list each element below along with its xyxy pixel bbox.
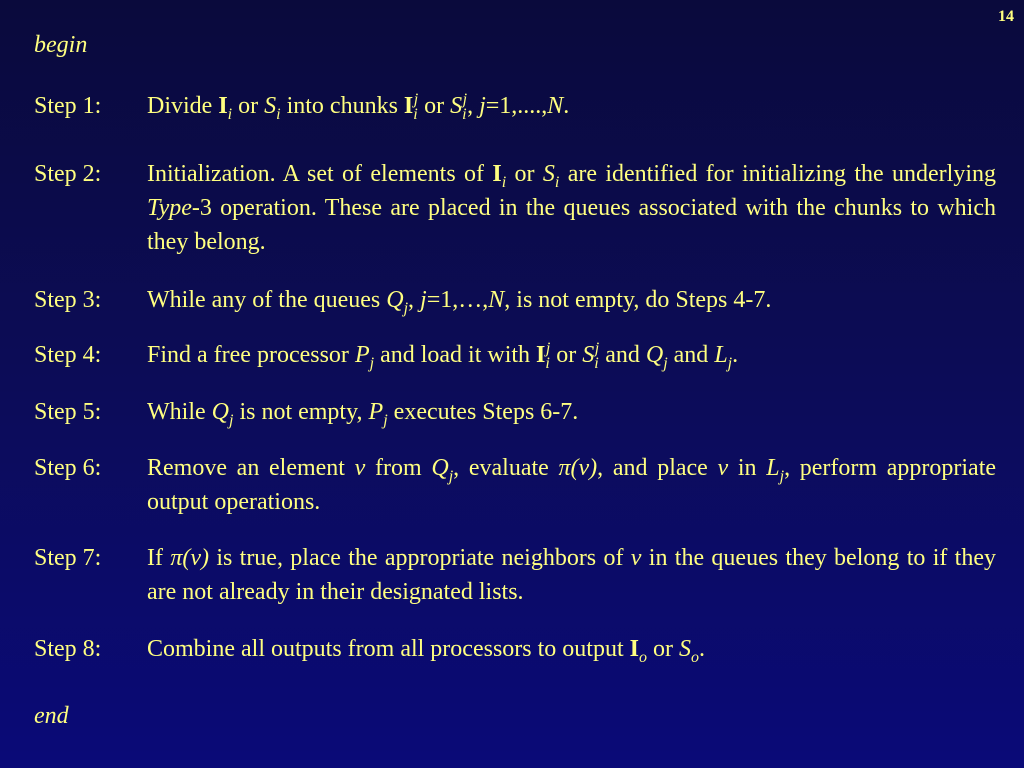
step-body: If π(v) is true, place the appropriate neighbors of v in the queues they belong to if they are not already in their designated lists. — [147, 545, 996, 605]
step-body: Find a free processor $P_j$ and load it with $I_i^j$ or $S_i^j$ and $Q_j$ and $L_j$. — [147, 340, 739, 372]
step-label: Step 3: — [34, 287, 102, 313]
step-2 — [34, 157, 996, 259]
begin-keyword: begin — [34, 32, 88, 58]
step-3 — [34, 283, 996, 317]
step-4 — [34, 338, 996, 372]
step-body: Initialization. A set of elements of $I_i$ or $S_i$ are identified for initializing the underlying Type-3 operation. These are placed in the queues associated with the chunks to which they belong. — [147, 161, 996, 255]
page-number: 14 — [998, 8, 1014, 25]
step-body: Divide $I_i$ or $S_i$ into chunks $I_i^j$ or $S_i^j$, j=1,....,N. — [147, 91, 570, 123]
step-label: Step 7: — [34, 545, 102, 571]
step-body: While any of the queues $Q_j$, j=1,…,N, is not empty, do Steps 4-7. — [147, 287, 772, 317]
step-label: Step 5: — [34, 399, 102, 425]
step-label: Step 2: — [34, 161, 102, 187]
step-label: Step 4: — [34, 342, 102, 368]
step-label: Step 6: — [34, 455, 102, 481]
step-7 — [34, 541, 996, 609]
step-5 — [34, 395, 996, 429]
step-body: Remove an element v from $Q_j$, evaluate π(v), and place v in $L_j$, perform appropriate output operations. — [147, 455, 997, 515]
step-label: Step 1: — [34, 93, 102, 119]
step-8 — [34, 632, 996, 666]
step-1 — [34, 89, 996, 123]
step-6 — [34, 451, 996, 519]
step-body: Combine all outputs from all processors to output $I_o$ or $S_o$. — [147, 636, 705, 666]
end-keyword: end — [34, 703, 69, 729]
step-body: While $Q_j$ is not empty, $P_j$ executes Steps 6-7. — [147, 399, 579, 429]
step-label: Step 8: — [34, 636, 102, 662]
